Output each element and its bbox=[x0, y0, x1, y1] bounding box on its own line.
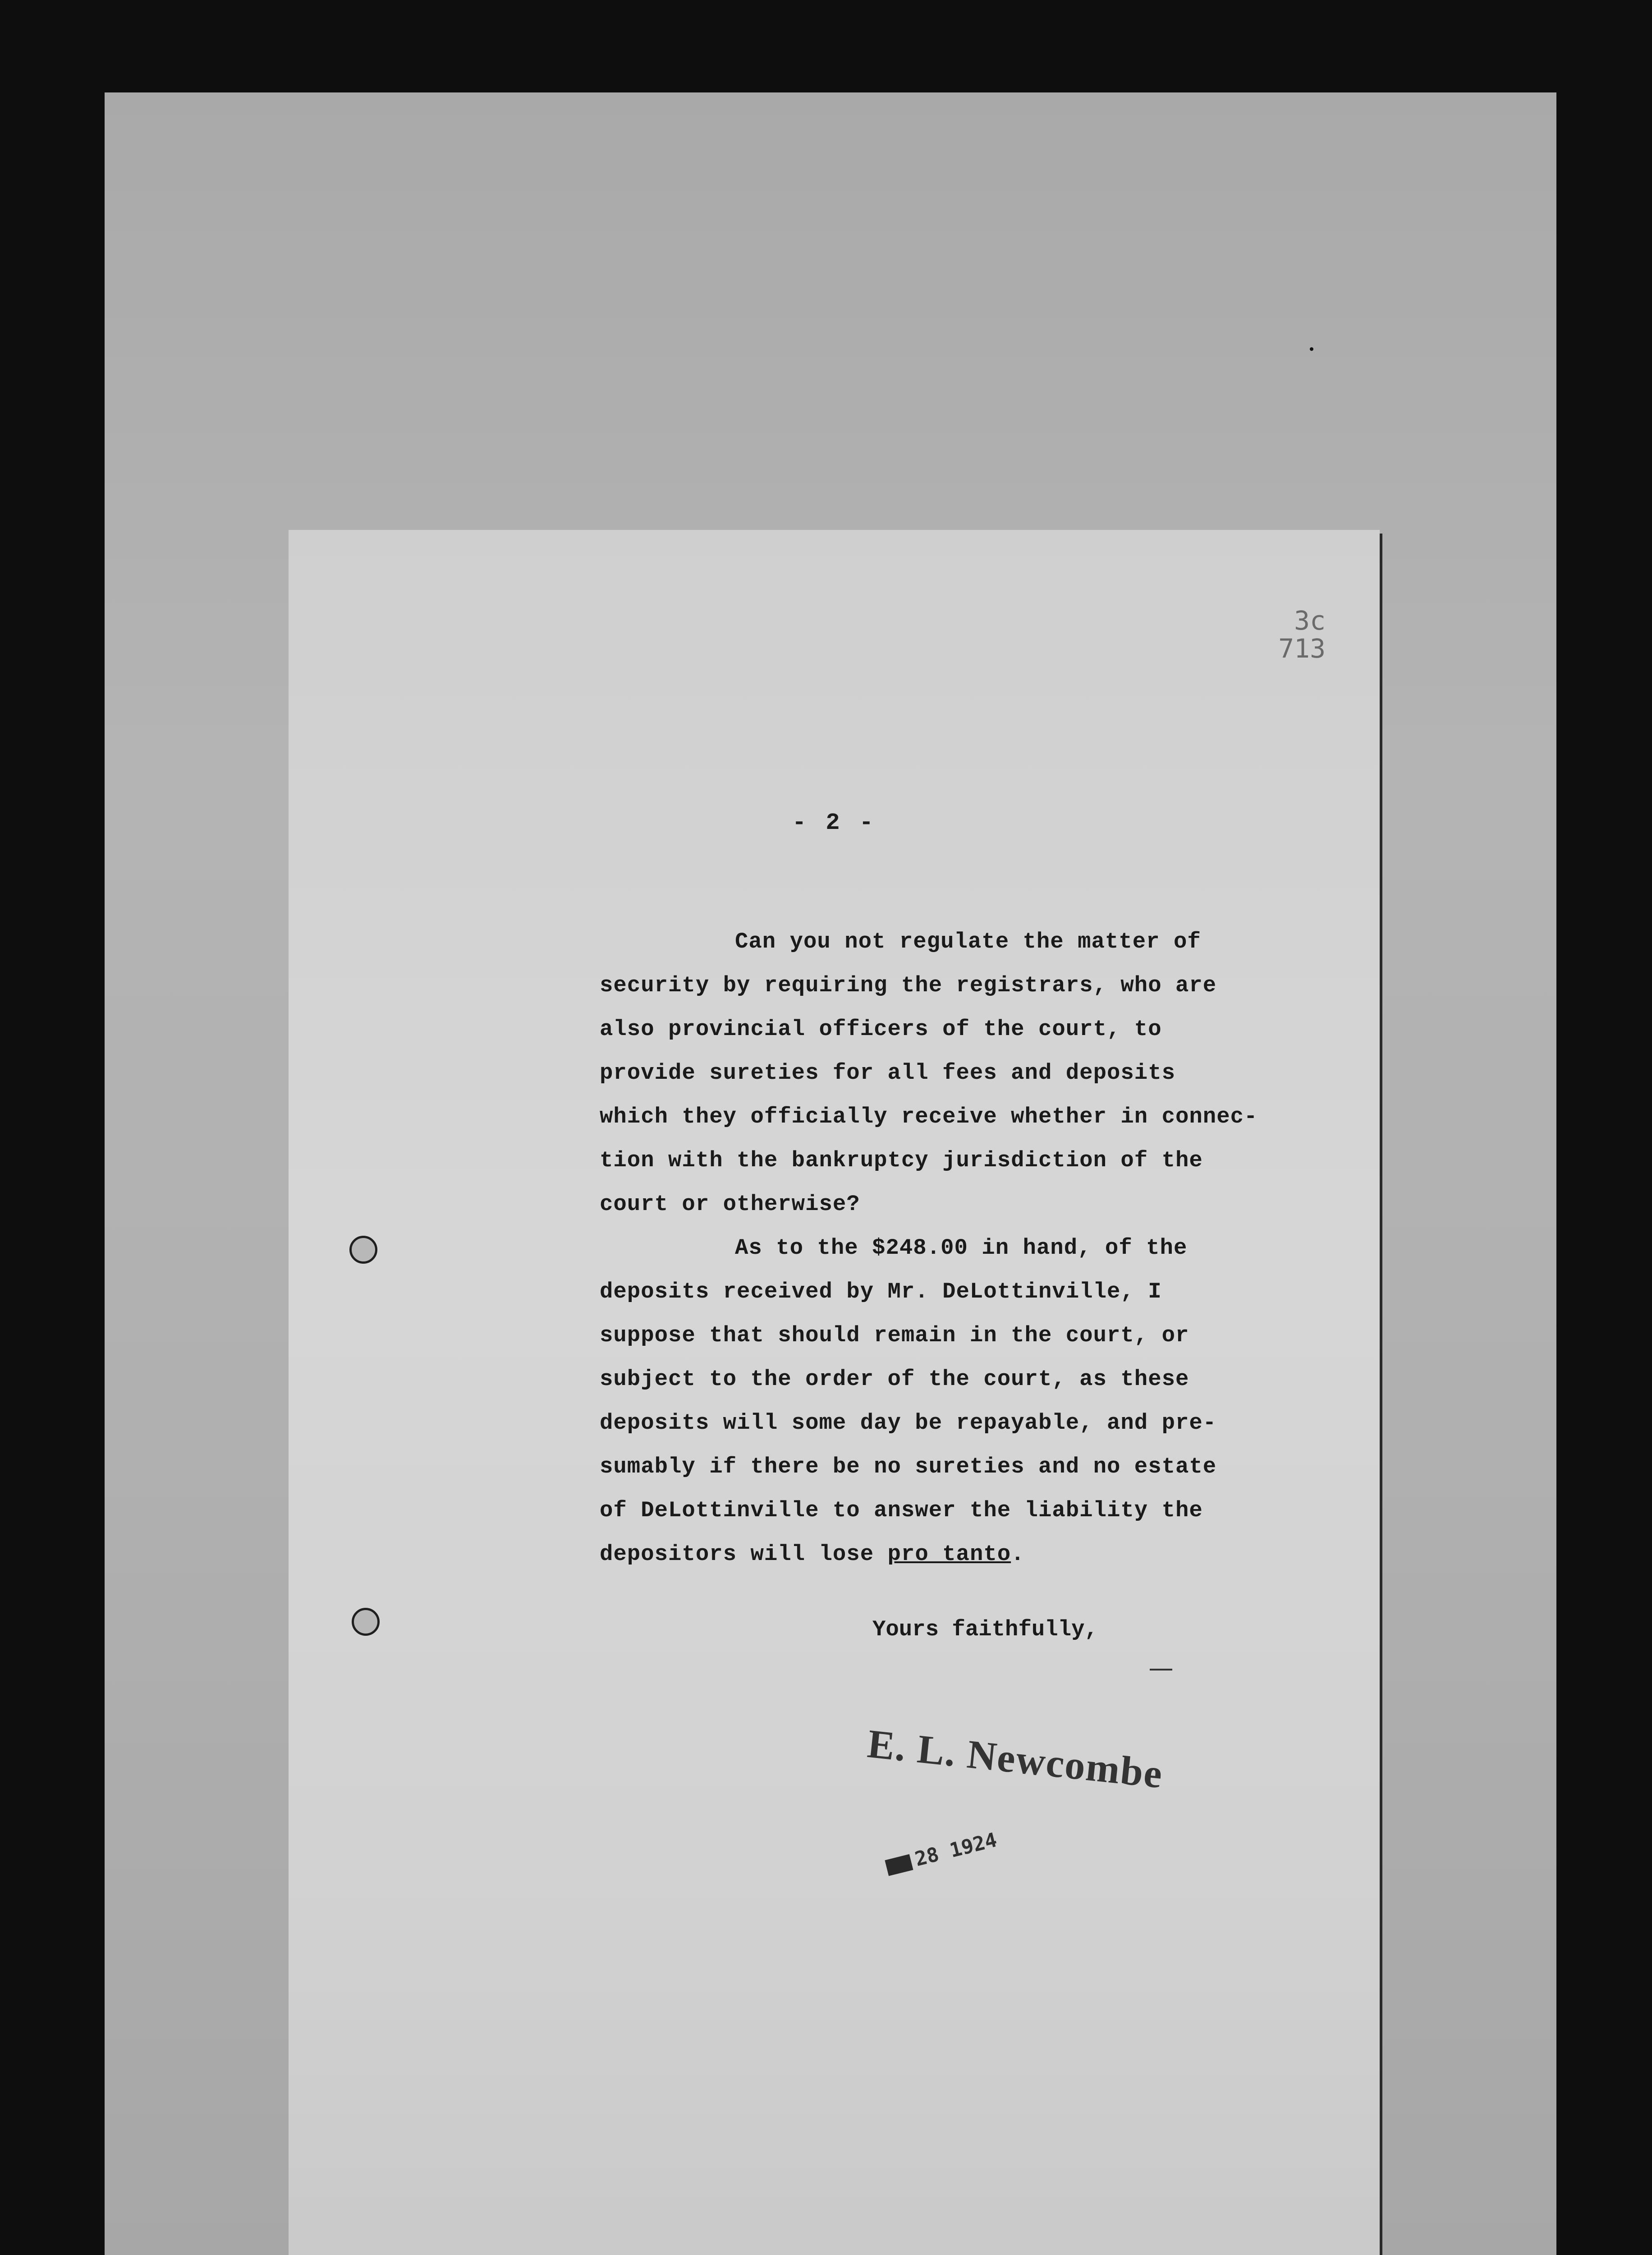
page-number: - 2 - bbox=[792, 810, 876, 836]
body-line-prefix: depositors will lose bbox=[600, 1542, 888, 1567]
body-line: of DeLottinville to answer the liability the bbox=[600, 1498, 1203, 1523]
pencil-mark bbox=[1150, 1669, 1172, 1671]
body-line: provide sureties for all fees and deposits bbox=[600, 1060, 1176, 1086]
body-line-last bbox=[600, 1532, 1312, 1576]
stamp-blot-icon bbox=[885, 1854, 913, 1876]
folio-line-1: 3c bbox=[1294, 605, 1326, 636]
body-line: also provincial officers of the court, to bbox=[600, 1017, 1162, 1042]
folio-number bbox=[1278, 607, 1326, 663]
body-line-suffix: . bbox=[1011, 1542, 1025, 1567]
body-line: As to the $248.00 in hand, of the bbox=[735, 1235, 1188, 1261]
body-line: court or otherwise? bbox=[600, 1192, 860, 1217]
date-stamp-text: 28 1924 bbox=[913, 1828, 1000, 1871]
dust-speck bbox=[1310, 347, 1313, 351]
folio-line-2: 713 bbox=[1278, 633, 1326, 664]
body-line: sumably if there be no sureties and no estate bbox=[600, 1454, 1217, 1479]
body-line: deposits will some day be repayable, and pre- bbox=[600, 1410, 1217, 1436]
signature-stamp: E. L. Newcombe bbox=[865, 1721, 1166, 1797]
body-line: tion with the bankruptcy jurisdiction of the bbox=[600, 1148, 1203, 1173]
letter-body bbox=[600, 920, 1312, 1576]
body-line: suppose that should remain in the court, or bbox=[600, 1323, 1189, 1348]
letter-page bbox=[289, 530, 1380, 2255]
body-line: deposits received by Mr. DeLottinville, I bbox=[600, 1279, 1162, 1304]
punch-hole-icon bbox=[349, 1236, 377, 1264]
underlined-phrase: pro tanto bbox=[887, 1542, 1011, 1567]
body-line: Can you not regulate the matter of bbox=[735, 929, 1201, 954]
body-line: which they officially receive whether in connec- bbox=[600, 1104, 1258, 1129]
body-line: security by requiring the registrars, who are bbox=[600, 973, 1217, 998]
body-line: subject to the order of the court, as these bbox=[600, 1367, 1189, 1392]
punch-hole-icon bbox=[352, 1608, 380, 1636]
closing: Yours faithfully, bbox=[872, 1617, 1098, 1642]
date-stamp bbox=[884, 1828, 999, 1878]
